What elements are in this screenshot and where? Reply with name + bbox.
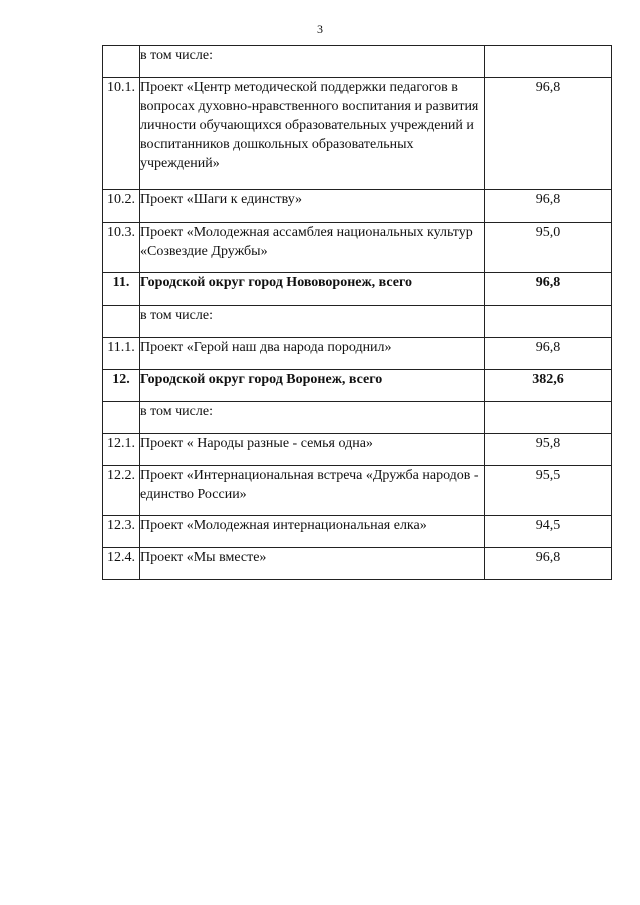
row-value-cell: 96,8 [485, 338, 612, 370]
row-name-cell: Проект «Мы вместе» [140, 548, 485, 580]
row-value-cell: 95,0 [485, 223, 612, 273]
row-value-cell: 95,8 [485, 434, 612, 466]
row-number-cell: 12.3. [103, 516, 140, 548]
row-number-cell [103, 402, 140, 434]
table-row [103, 402, 612, 434]
table-row [103, 223, 612, 273]
row-name-cell: Проект «Молодежная интернациональная елка» [140, 516, 485, 548]
table-row [103, 78, 612, 190]
row-number-cell: 11.1. [103, 338, 140, 370]
row-value-cell [485, 402, 612, 434]
row-name-cell: Городской округ город Воронеж, всего [140, 370, 485, 402]
row-number-cell: 10.1. [103, 78, 140, 190]
table-row [103, 434, 612, 466]
row-name-cell: Проект «Центр методической поддержки педагогов в вопросах духовно-нравственного воспитания и развития личности обучающихся образовательных учреждений и воспитанников дошкольных образовательных учреждений» [140, 78, 485, 190]
row-value-cell: 96,8 [485, 190, 612, 223]
table-row [103, 516, 612, 548]
row-value-cell: 96,8 [485, 548, 612, 580]
table-row [103, 466, 612, 516]
row-name-cell: Проект « Народы разные - семья одна» [140, 434, 485, 466]
row-name-cell: в том числе: [140, 306, 485, 338]
page-number: 3 [317, 22, 323, 36]
table-row [103, 306, 612, 338]
table-row [103, 273, 612, 306]
row-value-cell: 96,8 [485, 273, 612, 306]
row-name-cell: Проект «Герой наш два народа породнил» [140, 338, 485, 370]
row-name-cell: Проект «Интернациональная встреча «Дружба народов - единство России» [140, 466, 485, 516]
table-row [103, 370, 612, 402]
row-name-cell: Проект «Молодежная ассамблея национальных культур «Созвездие Дружбы» [140, 223, 485, 273]
row-number-cell: 10.2. [103, 190, 140, 223]
row-number-cell [103, 46, 140, 78]
table-row [103, 338, 612, 370]
row-number-cell: 12.4. [103, 548, 140, 580]
row-value-cell [485, 306, 612, 338]
row-name-cell: в том числе: [140, 46, 485, 78]
table-row [103, 548, 612, 580]
row-number-cell: 12.1. [103, 434, 140, 466]
row-value-cell: 382,6 [485, 370, 612, 402]
table-body [103, 46, 612, 580]
row-number-cell: 10.3. [103, 223, 140, 273]
row-number-cell [103, 306, 140, 338]
row-number-cell: 12. [103, 370, 140, 402]
row-value-cell [485, 46, 612, 78]
funding-table [102, 45, 612, 580]
table-row [103, 190, 612, 223]
table-row [103, 46, 612, 78]
row-number-cell: 11. [103, 273, 140, 306]
row-number-cell: 12.2. [103, 466, 140, 516]
row-name-cell: в том числе: [140, 402, 485, 434]
row-value-cell: 94,5 [485, 516, 612, 548]
row-value-cell: 96,8 [485, 78, 612, 190]
row-name-cell: Проект «Шаги к единству» [140, 190, 485, 223]
row-name-cell: Городской округ город Нововоронеж, всего [140, 273, 485, 306]
row-value-cell: 95,5 [485, 466, 612, 516]
